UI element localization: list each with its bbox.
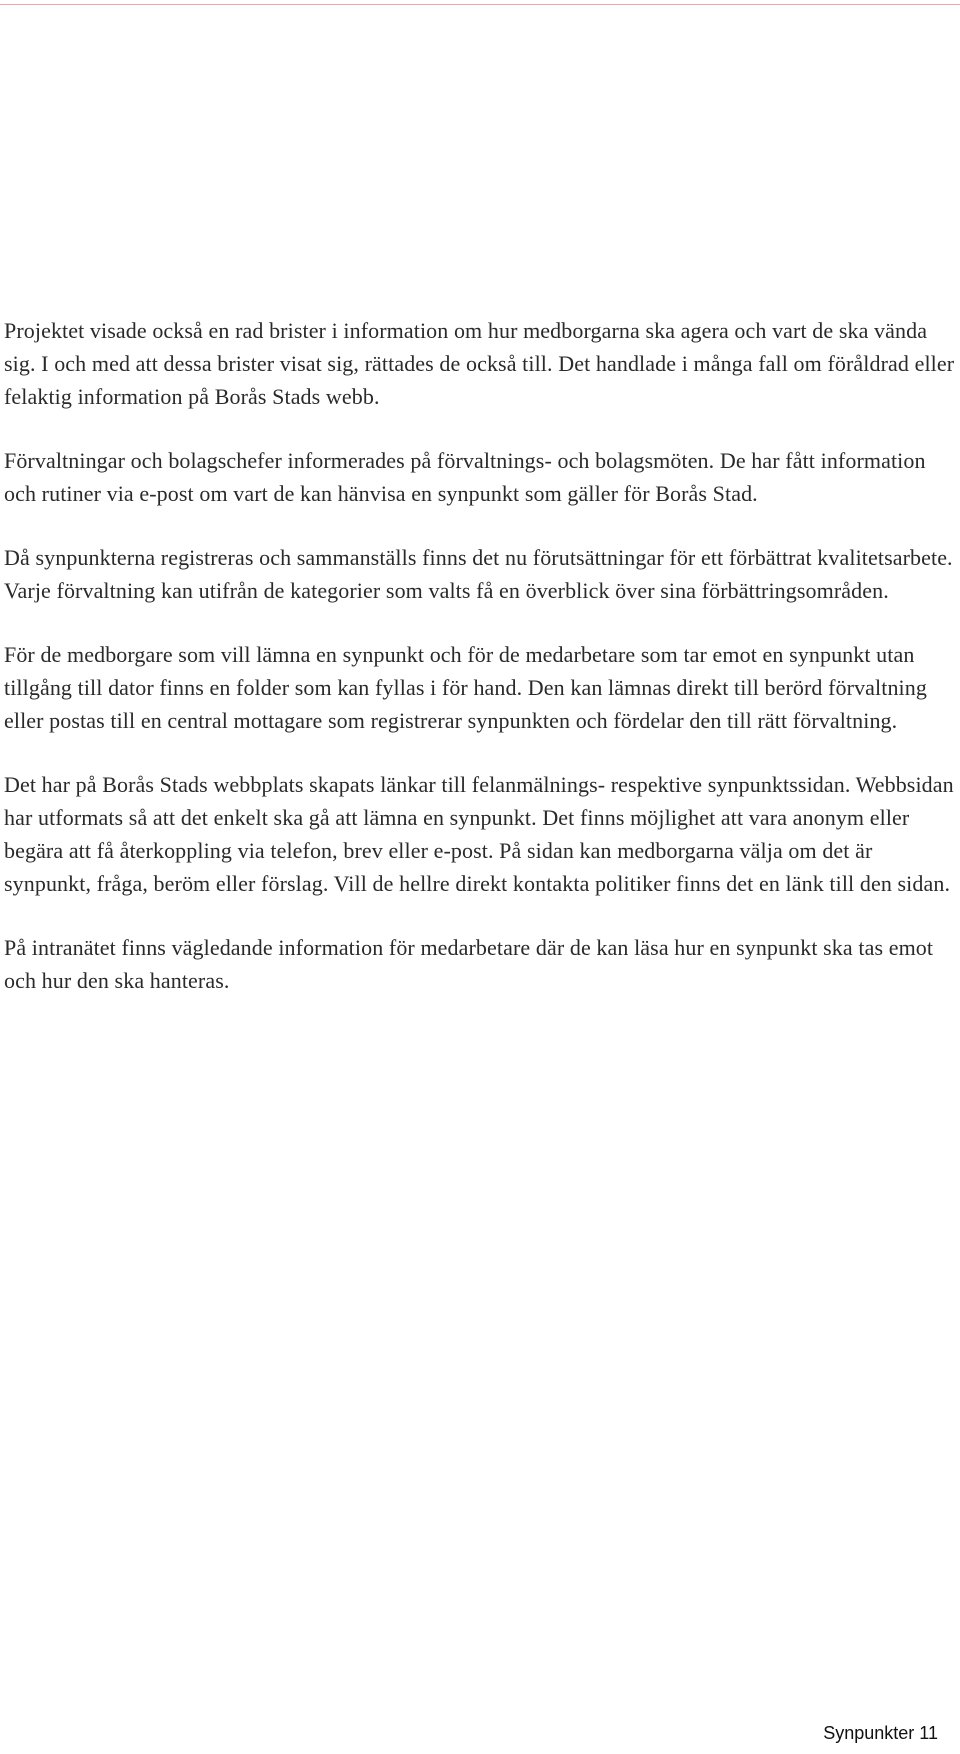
paragraph-2: Förvaltningar och bolagschefer informerades på förvaltnings- och bolagsmöten. De har fått information och rutiner via e-post om vart de kan hänvisa en synpunkt som gäller för Borås Stad. — [4, 448, 926, 506]
paragraph-4: För de medborgare som vill lämna en synpunkt och för de medarbetare som tar emot en synpunkt utan tillgång till dator finns en folder som kan fyllas i för hand. Den kan lämnas direkt till berörd förvaltning eller postas till en central mottagare som registrerar synpunkten och fördelar den till rätt förvaltning. — [4, 642, 927, 733]
document-body — [4, 314, 956, 1028]
paragraph-6: På intranätet finns vägledande information för medarbetare där de kan läsa hur en synpunkt ska tas emot och hur den ska hanteras. — [4, 935, 934, 993]
top-rule — [0, 4, 960, 5]
page-footer: Synpunkter 11 — [823, 1723, 938, 1743]
paragraph-5: Det har på Borås Stads webbplats skapats länkar till felanmälnings- respektive synpunktssidan. Webbsidan har utformats så att det enkelt ska gå att lämna en synpunkt. Det finns möjlighet att vara anonym eller begära att få återkoppling via telefon, brev eller e-post. På sidan kan medborgarna välja om det är synpunkt, fråga, beröm eller förslag. Vill de hellre direkt kontakta politiker finns det en länk till den sidan. — [4, 772, 954, 896]
paragraph-3: Då synpunkterna registreras och sammanställs finns det nu förutsättningar för ett förbättrat kvalitetsarbete. Varje förvaltning kan utifrån de kategorier som valts få en överblick över sina förbättringsområden. — [4, 545, 953, 603]
paragraph-1: Projektet visade också en rad brister i information om hur medborgarna ska agera och vart de ska vända sig. I och med att dessa brister visat sig, rättades de också till. Det handlade i många fall om föråldrad eller felaktig information på Borås Stads webb. — [4, 318, 955, 409]
